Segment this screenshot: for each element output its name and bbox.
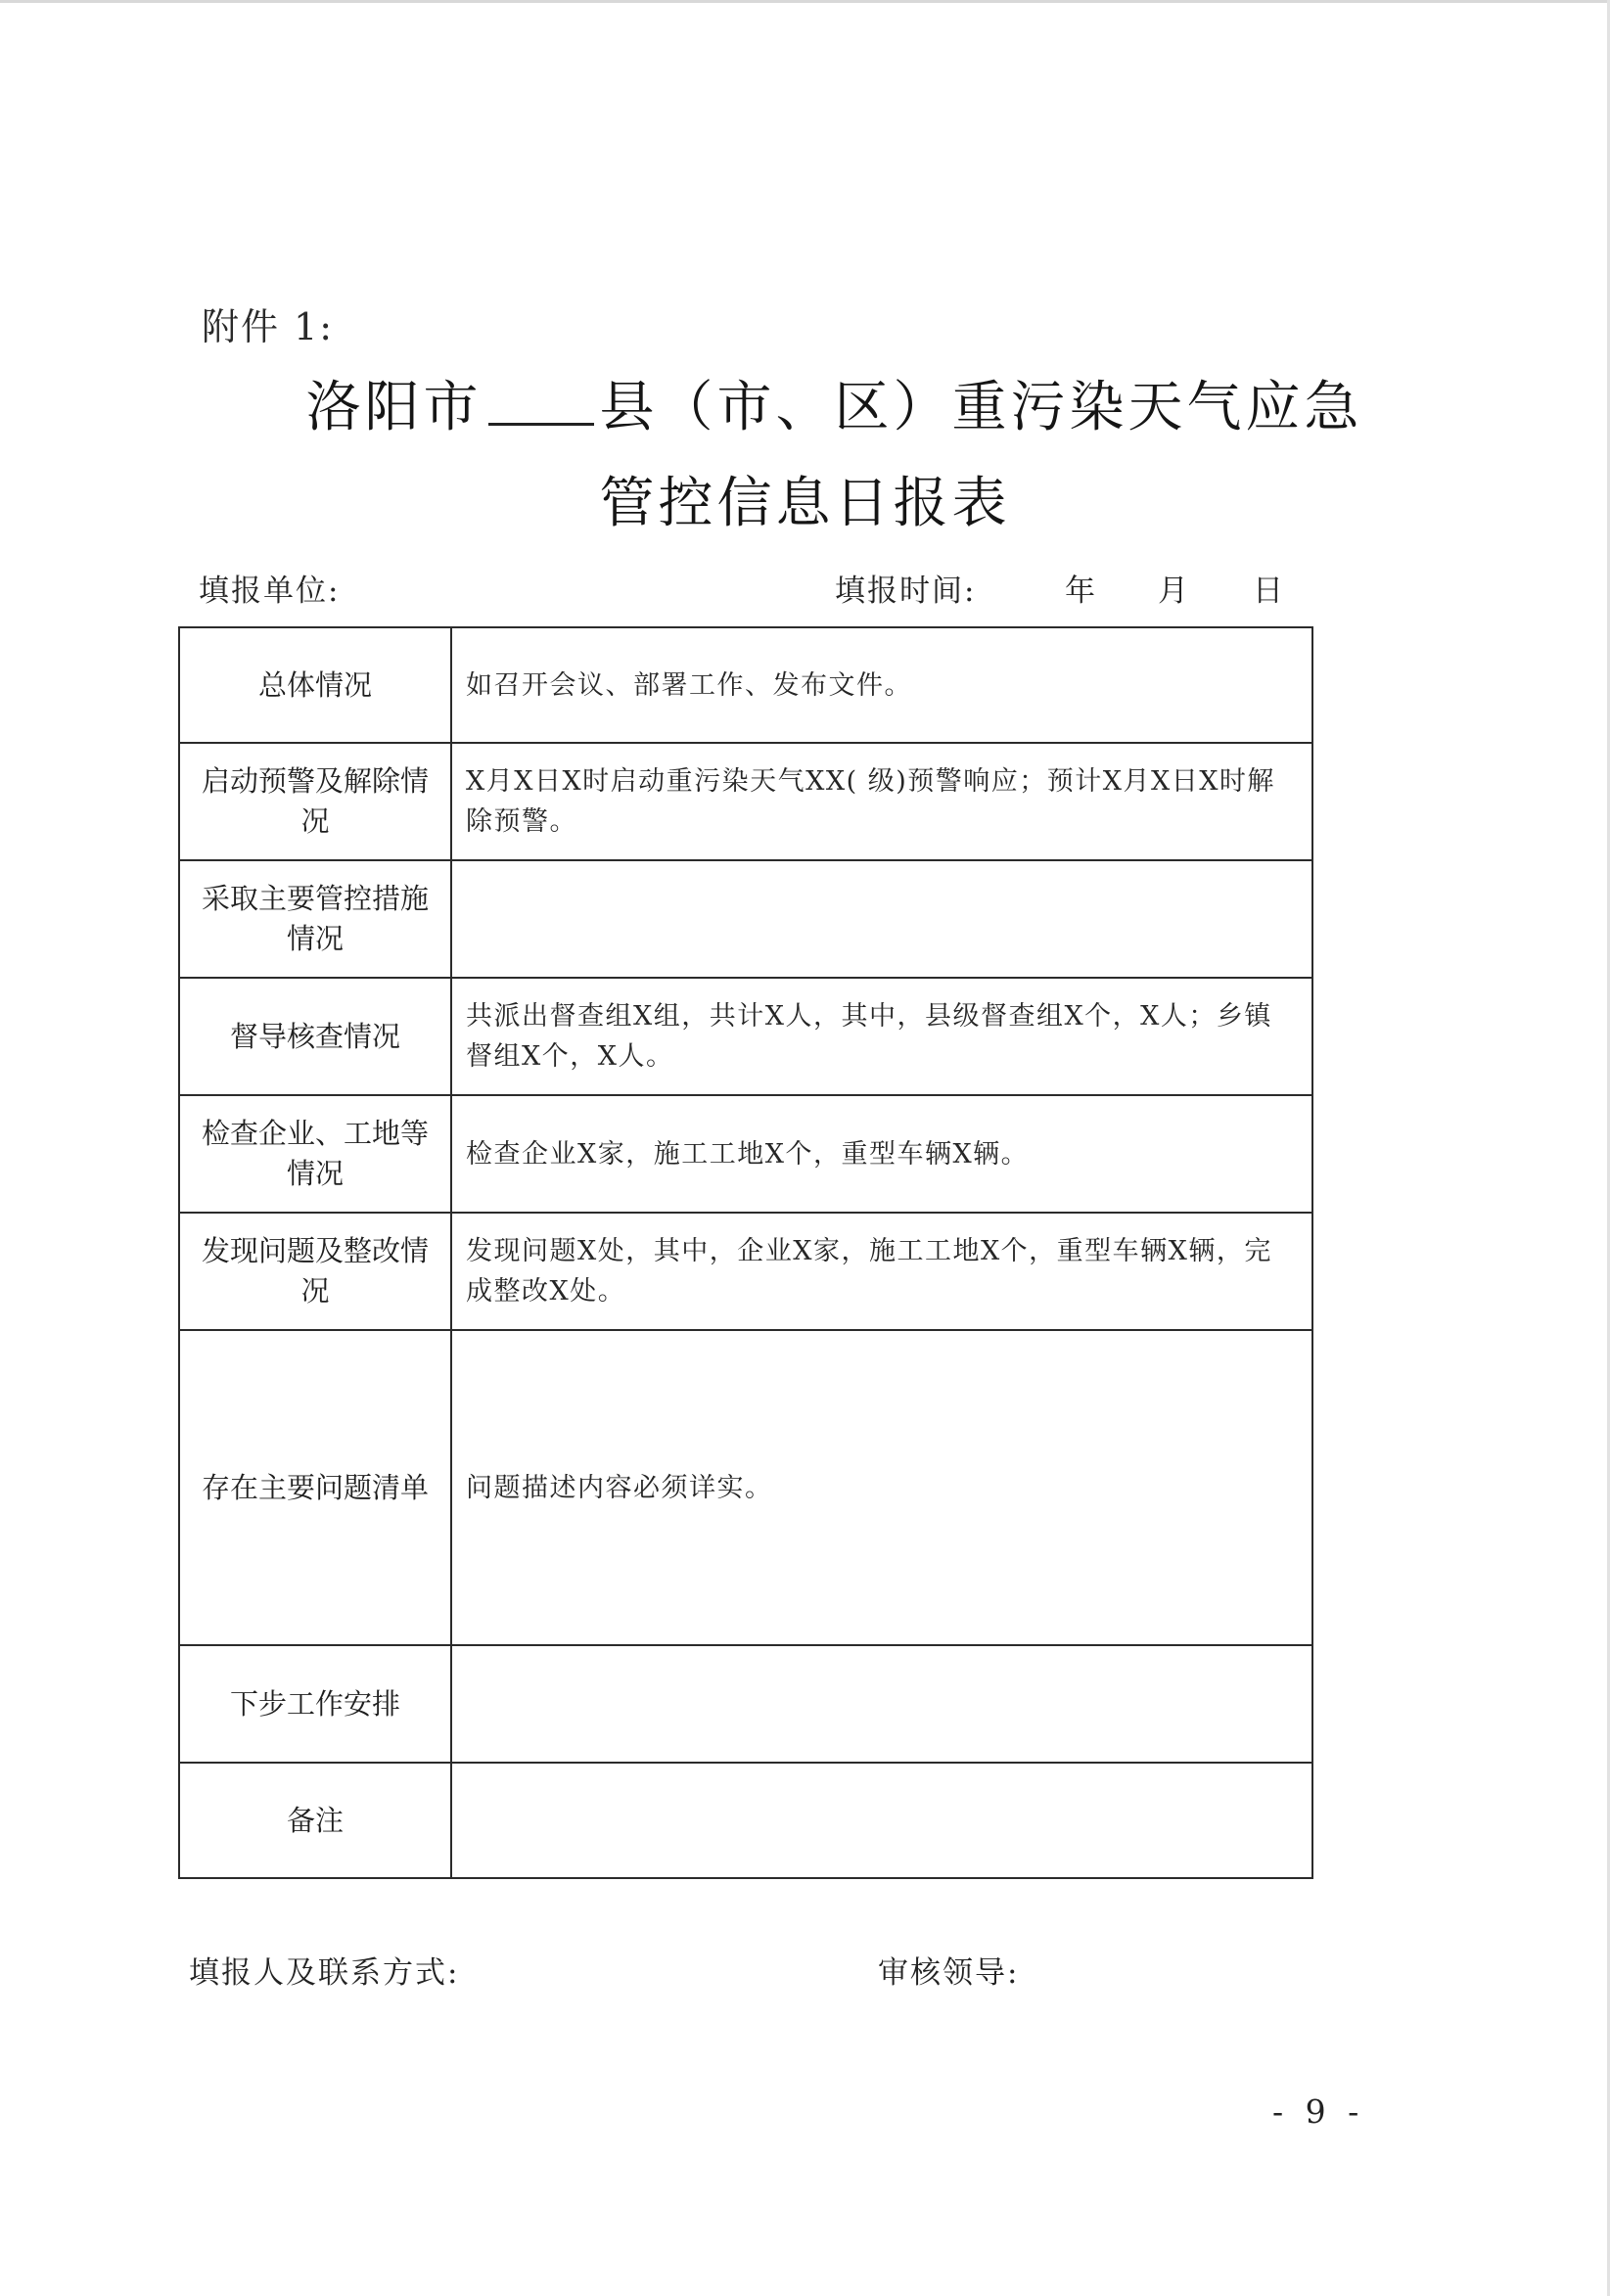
table-row-measures [179,860,1312,978]
reviewer-label: 审核领导: [878,1955,1020,1991]
row-content-checks[interactable]: 检查企业X家，施工工地X个，重型车辆X辆。 [451,1095,1312,1213]
table-row-remarks [179,1763,1312,1878]
row-content-overall[interactable]: 如召开会议、部署工作、发布文件。 [451,627,1312,743]
row-content-measures[interactable] [451,860,1312,978]
row-content-next-steps[interactable] [451,1645,1312,1763]
date-month-label: 月 [1158,574,1190,609]
row-content-problems-found[interactable]: 发现问题X处，其中，企业X家，施工工地X个，重型车辆X辆，完成整改X处。 [451,1213,1312,1330]
table-row-problem-list [179,1330,1312,1645]
row-label-problem-list: 存在主要问题清单 [179,1330,451,1645]
table-row-checks [179,1095,1312,1213]
date-year-label: 年 [1065,574,1097,609]
title-rest: 县（市、区）重污染天气应急 [599,376,1363,439]
row-label-inspection: 督导核查情况 [179,978,451,1095]
row-label-overall: 总体情况 [179,627,451,743]
title-city: 洛阳市 [305,376,483,439]
row-content-inspection[interactable]: 共派出督查组X组，共计X人，其中，县级督查组X个，X人；乡镇督组X个，X人。 [451,978,1312,1095]
table-row-inspection [179,978,1312,1095]
attachment-label: 附件 1: [202,305,335,348]
row-content-remarks[interactable] [451,1763,1312,1878]
row-label-warning: 启动预警及解除情况 [179,743,451,860]
row-label-problems-found: 发现问题及整改情况 [179,1213,451,1330]
row-content-problem-list[interactable]: 问题描述内容必须详实。 [451,1330,1312,1645]
page-edge-top [0,0,1610,3]
table-row-problems-found [179,1213,1312,1330]
row-label-remarks: 备注 [179,1763,451,1878]
table-row-warning [179,743,1312,860]
fill-unit-label: 填报单位: [199,574,341,609]
row-label-measures: 采取主要管控措施情况 [179,860,451,978]
row-label-next-steps: 下步工作安排 [179,1645,451,1763]
daily-report-table [178,626,1313,1879]
date-day-label: 日 [1253,574,1285,609]
table-row-overall [179,627,1312,743]
filler-contact-label: 填报人及联系方式: [189,1955,460,1991]
table-row-next-steps [179,1645,1312,1763]
page-number: - 9 - [1272,2092,1365,2131]
document-title-line-1 [29,364,1610,442]
fill-time-label: 填报时间: [835,574,977,609]
title-county-blank [488,378,594,426]
row-label-checks: 检查企业、工地等情况 [179,1095,451,1213]
document-title-line-2: 管控信息日报表 [599,472,1011,535]
row-content-warning[interactable]: X月X日X时启动重污染天气XX( 级)预警响应；预计X月X日X时解除预警。 [451,743,1312,860]
